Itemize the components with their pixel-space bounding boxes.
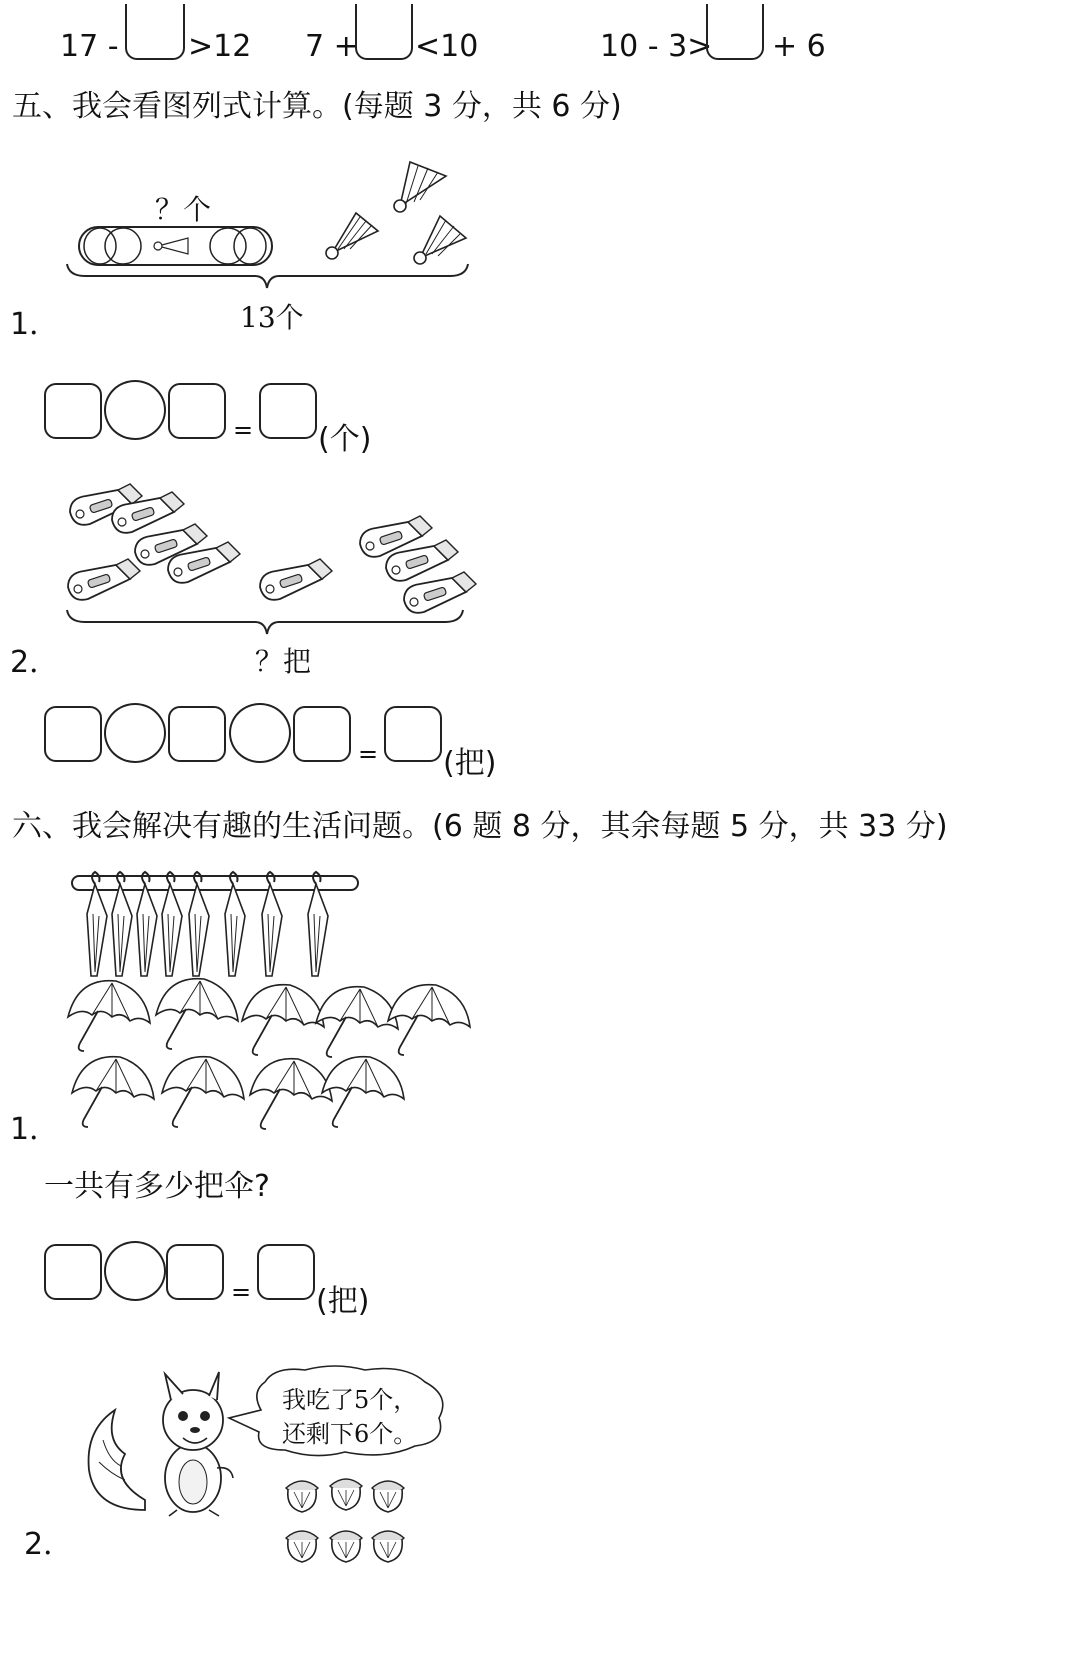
label-total: 13个 bbox=[240, 301, 304, 334]
speech-line-2: 还剩下6个。 bbox=[282, 1420, 418, 1448]
answer-box[interactable] bbox=[706, 4, 764, 60]
s6-q1-question: 一共有多少把伞? bbox=[44, 1169, 270, 1204]
operator-circle[interactable] bbox=[104, 703, 166, 763]
unit-label: (把) bbox=[316, 1284, 370, 1319]
expr3-left: 10 - 3> bbox=[600, 29, 713, 64]
shuttlecock-icon bbox=[322, 205, 382, 261]
answer-box[interactable] bbox=[293, 706, 351, 762]
speech-line-1: 我吃了5个， bbox=[282, 1386, 418, 1414]
answer-box[interactable] bbox=[44, 383, 102, 439]
expr2-left: 7 + bbox=[305, 29, 359, 64]
label-unknown-count: ？个 bbox=[155, 193, 212, 226]
open-umbrellas-group bbox=[60, 975, 480, 1135]
answer-box[interactable] bbox=[355, 4, 413, 60]
shuttlecock-icon bbox=[410, 210, 470, 266]
equals-sign: = bbox=[231, 1278, 252, 1306]
expr3-right: + 6 bbox=[772, 29, 826, 64]
answer-box[interactable] bbox=[44, 706, 102, 762]
operator-circle[interactable] bbox=[229, 703, 291, 763]
s5-q2-number: 2． bbox=[10, 645, 60, 680]
s5-q1-number: 1． bbox=[10, 307, 60, 342]
expr1-right: >12 bbox=[188, 29, 252, 64]
section-5-heading: 五、我会看图列式计算。(每题 3 分，共 6 分) bbox=[12, 89, 622, 124]
utility-knives-group bbox=[60, 470, 480, 620]
label-total: ？把 bbox=[255, 645, 312, 678]
s6-q1-number: 1． bbox=[10, 1112, 60, 1147]
s6-q2-number: 2． bbox=[24, 1527, 74, 1562]
answer-box[interactable] bbox=[44, 1244, 102, 1300]
expr2-right: <10 bbox=[415, 29, 479, 64]
total-brace bbox=[65, 262, 470, 292]
equals-sign: = bbox=[233, 416, 254, 444]
section-6-heading: 六、我会解决有趣的生活问题。(6 题 8 分，其余每题 5 分，共 33 分) bbox=[12, 809, 948, 844]
answer-box[interactable] bbox=[168, 383, 226, 439]
umbrella-rack bbox=[70, 870, 360, 970]
shuttlecock-icon bbox=[390, 158, 450, 214]
answer-box[interactable] bbox=[168, 706, 226, 762]
operator-circle[interactable] bbox=[104, 380, 166, 440]
tube-icon bbox=[78, 226, 273, 266]
expr1-left: 17 - bbox=[60, 29, 119, 64]
answer-box[interactable] bbox=[257, 1244, 315, 1300]
operator-circle[interactable] bbox=[104, 1241, 166, 1301]
squirrel-icon bbox=[85, 1370, 235, 1520]
answer-box[interactable] bbox=[259, 383, 317, 439]
equals-sign: = bbox=[358, 740, 379, 768]
acorns-group bbox=[280, 1470, 420, 1580]
answer-box[interactable] bbox=[384, 706, 442, 762]
unit-label: (个) bbox=[318, 422, 372, 457]
answer-box[interactable] bbox=[166, 1244, 224, 1300]
answer-box[interactable] bbox=[125, 4, 185, 60]
total-brace bbox=[65, 608, 465, 638]
unit-label: (把) bbox=[443, 746, 497, 781]
